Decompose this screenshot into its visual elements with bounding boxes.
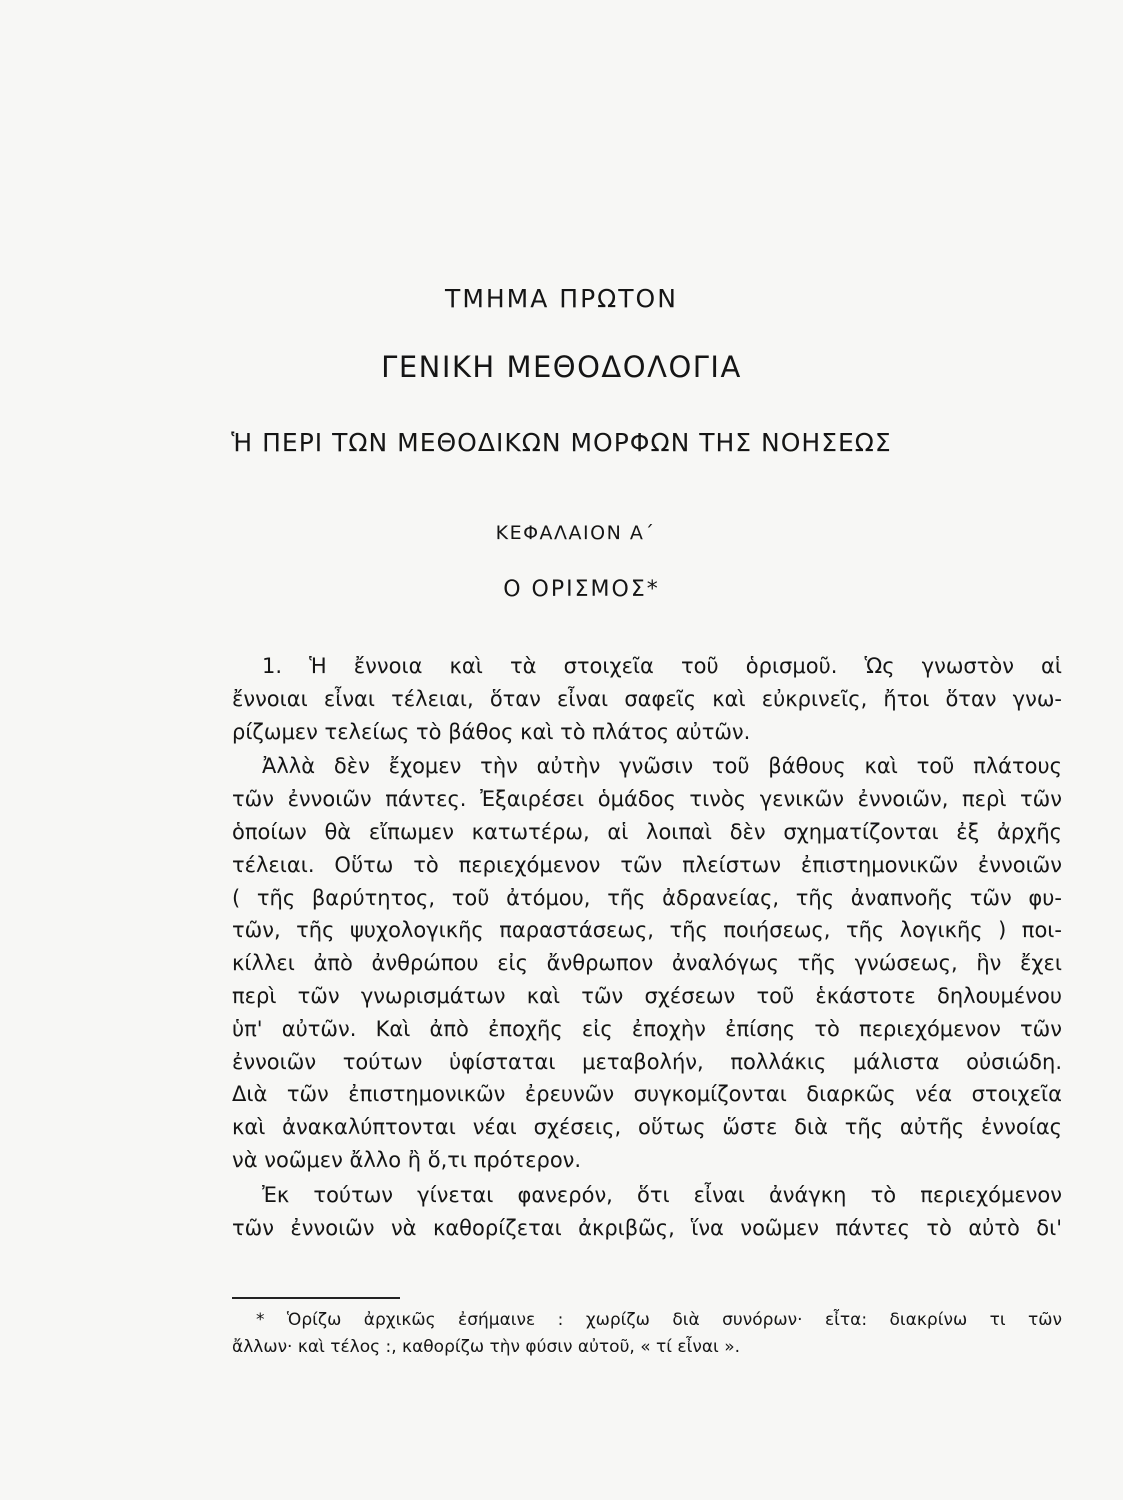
chapter-label: ΚΕΦΑΛΑΙΟΝ Α΄ (495, 522, 656, 544)
paragraph-1 (232, 650, 1062, 748)
subtitle: Ἡ ΠΕΡΙ ΤΩΝ ΜΕΘΟΔΙΚΩΝ ΜΟΡΦΩΝ ΤΗΣ ΝΟΗΣΕΩΣ (231, 428, 892, 457)
text-line: ἔννοιαι εἶναι τέλειαι, ὅταν εἶναι σαφεῖς καὶ εὐκρινεῖς, ἤτοι ὅταν γνω- (232, 686, 1062, 711)
text-line: νὰ νοῶμεν ἄλλο ἢ ὅ,τι πρότερον. (232, 1147, 582, 1172)
text-line: ( τῆς βαρύτητος, τοῦ ἀτόμου, τῆς ἀδρανείας, τῆς ἀναπνοῆς τῶν φυ- (232, 885, 1062, 910)
text-line: τῶν ἐννοιῶν πάντες. Ἐξαιρέσει ὁμάδος τινὸς γενικῶν ἐννοιῶν, περὶ τῶν (232, 787, 1062, 812)
text-line: τῶν ἐννοιῶν νὰ καθορίζεται ἀκριβῶς, ἵνα νοῶμεν πάντες τὸ αὐτὸ δι' (232, 1215, 1062, 1240)
text-line: ὑπ' αὐτῶν. Καὶ ἀπὸ ἐποχῆς εἰς ἐποχὴν ἐπίσης τὸ περιεχόμενον τῶν (232, 1016, 1062, 1041)
footnote-line: ἄλλων· καὶ τέλος :, καθορίζω τὴν φύσιν αὐτοῦ, « τί εἶναι ». (232, 1337, 741, 1357)
footnote-divider (232, 1297, 400, 1299)
text-line: τῶν, τῆς ψυχολογικῆς παραστάσεως, τῆς ποιήσεως, τῆς λογικῆς ) ποι- (232, 918, 1062, 943)
text-line: 1. Ἡ ἔννοια καὶ τὰ στοιχεῖα τοῦ ὁρισμοῦ. Ὡς γνωστὸν αἱ (262, 654, 1062, 678)
text-line: Ἀλλὰ δὲν ἔχομεν τὴν αὐτὴν γνῶσιν τοῦ βάθους καὶ τοῦ πλάτους (262, 754, 1062, 779)
body-text (232, 650, 1062, 1244)
text-line: περὶ τῶν γνωρισμάτων καὶ τῶν σχέσεων τοῦ ἑκάστοτε δηλουμένου (232, 983, 1062, 1008)
text-line: Διὰ τῶν ἐπιστημονικῶν ἐρευνῶν συγκομίζονται διαρκῶς νέα στοιχεῖα (232, 1082, 1062, 1107)
text-line: ρίζωμεν τελείως τὸ βάθος καὶ τὸ πλάτος αὐτῶν. (232, 719, 751, 744)
section-title: ΤΜΗΜΑ ΠΡΩΤΟΝ (445, 284, 678, 313)
text-line: ὁποίων θὰ εἴπωμεν κατωτέρω, αἱ λοιπαὶ δὲν σχηματίζονται ἐξ ἀρχῆς (232, 819, 1062, 844)
footnote-line: * Ὁρίζω ἀρχικῶς ἐσήμαινε : χωρίζω διὰ συνόρων· εἶτα: διακρίνω τι τῶν (256, 1310, 1062, 1330)
section-heading: Ο ΟΡΙΣΜΟΣ* (503, 577, 660, 602)
text-line: κίλλει ἀπὸ ἀνθρώπου εἰς ἄνθρωπον ἀναλόγως τῆς γνώσεως, ἣν ἔχει (232, 951, 1062, 976)
paragraph-3 (232, 1179, 1062, 1245)
main-title: ΓΕΝΙΚΗ ΜΕΘΟΔΟΛΟΓΙΑ (381, 350, 742, 384)
text-line: Ἐκ τούτων γίνεται φανερόν, ὅτι εἶναι ἀνάγκη τὸ περιεχόμενον (262, 1182, 1062, 1207)
paragraph-2 (232, 750, 1062, 1176)
footnote (232, 1307, 1062, 1361)
text-line: καὶ ἀνακαλύπτονται νέαι σχέσεις, οὕτως ὥστε διὰ τῆς αὐτῆς ἐννοίας (232, 1115, 1062, 1140)
text-line: ἐννοιῶν τούτων ὑφίσταται μεταβολήν, πολλάκις μάλιστα οὐσιώδη. (232, 1049, 1062, 1074)
text-line: τέλειαι. Οὕτω τὸ περιεχόμενον τῶν πλείστων ἐπιστημονικῶν ἐννοιῶν (232, 852, 1062, 877)
